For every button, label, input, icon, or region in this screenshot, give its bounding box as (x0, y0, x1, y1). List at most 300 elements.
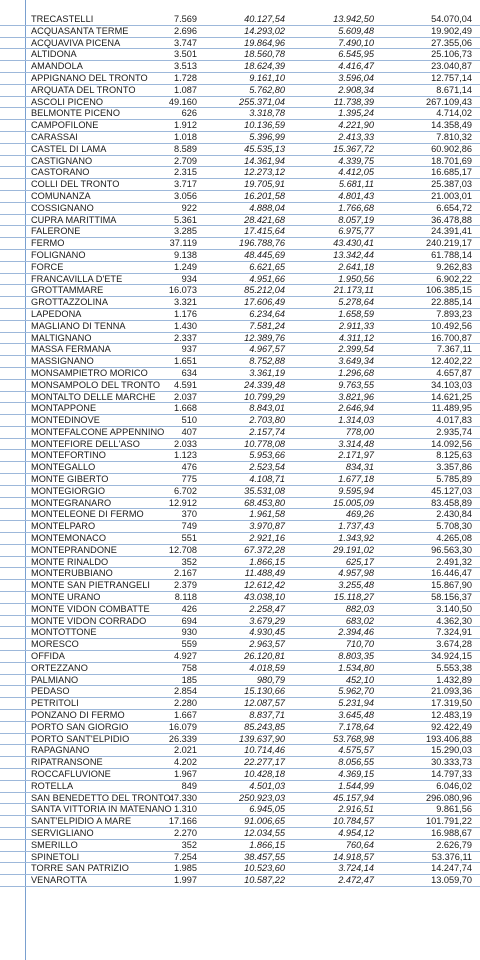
municipality-name: PONZANO DI FERMO (31, 710, 125, 721)
table-row (0, 568, 480, 580)
value-cell-2: 7.490,10 (338, 37, 374, 48)
municipality-name: OFFIDA (31, 651, 65, 662)
municipality-name: MONTE SAN PIETRANGELI (31, 580, 150, 591)
population-cell: 2.270 (174, 827, 197, 838)
population-cell: 4.591 (174, 379, 197, 390)
value-cell-1: 19.705,91 (244, 179, 285, 190)
value-cell-1: 11.488,49 (244, 568, 285, 579)
value-cell-1: 91.006,65 (244, 816, 285, 827)
population-cell: 2.379 (174, 580, 197, 591)
population-cell: 922 (181, 202, 197, 213)
total-cell: 18.701,69 (431, 155, 472, 166)
value-cell-2: 1.395,24 (338, 108, 374, 119)
table-row (0, 415, 480, 427)
municipality-name: CAMPOFILONE (31, 120, 99, 131)
total-cell: 296.080,96 (426, 792, 472, 803)
value-cell-1: 4.967,57 (249, 344, 285, 355)
population-cell: 3.501 (174, 49, 197, 60)
population-cell: 5.361 (174, 214, 197, 225)
value-cell-2: 469,26 (345, 509, 374, 520)
table-row (0, 49, 480, 61)
municipality-name: TORRE SAN PATRIZIO (31, 863, 129, 874)
population-cell: 1.912 (174, 120, 197, 131)
table-row (0, 73, 480, 85)
municipality-name: SANTA VITTORIA IN MATENANO (31, 804, 172, 815)
table-row (0, 321, 480, 333)
value-cell-1: 4.108,71 (249, 474, 285, 485)
table-row (0, 686, 480, 698)
total-cell: 13.059,70 (431, 875, 472, 886)
population-cell: 37.119 (169, 238, 197, 249)
total-cell: 1.432,89 (436, 674, 472, 685)
total-cell: 92.422,49 (431, 721, 472, 732)
table-row (0, 344, 480, 356)
total-cell: 16.446,47 (431, 568, 472, 579)
municipality-name: MASSIGNANO (31, 356, 94, 367)
municipality-name: MONTE URANO (31, 592, 101, 603)
total-cell: 3.357,86 (436, 462, 472, 473)
value-cell-2: 45.157,94 (333, 792, 374, 803)
value-cell-2: 5.231,94 (338, 698, 374, 709)
value-cell-2: 760,64 (345, 839, 374, 850)
total-cell: 12.483,19 (431, 710, 472, 721)
population-cell: 1.310 (174, 804, 197, 815)
value-cell-2: 2.399,54 (338, 344, 374, 355)
value-cell-2: 1.677,18 (338, 474, 374, 485)
total-cell: 3.140,50 (436, 603, 472, 614)
municipality-name: CARASSAI (31, 131, 78, 142)
total-cell: 14.797,33 (431, 769, 472, 779)
table-row (0, 474, 480, 486)
population-cell: 2.315 (174, 167, 197, 178)
table-row (0, 427, 480, 439)
value-cell-1: 2.157,74 (249, 426, 285, 437)
table-row (0, 545, 480, 557)
value-cell-2: 8.803,35 (338, 651, 374, 662)
value-cell-1: 2.703,80 (249, 415, 285, 426)
value-cell-2: 5.609,48 (338, 25, 374, 36)
table-row (0, 238, 480, 250)
value-cell-1: 5.396,99 (249, 131, 285, 142)
population-cell: 7.254 (174, 851, 197, 862)
municipality-name: CASTIGNANO (31, 155, 93, 166)
total-cell: 30.333,73 (431, 757, 472, 768)
value-cell-1: 12.087,57 (244, 698, 285, 709)
value-cell-1: 1.866,15 (249, 556, 285, 567)
population-cell: 1.667 (174, 710, 197, 721)
table-row (0, 769, 480, 781)
municipality-name: MONTEFIORE DELL'ASO (31, 438, 140, 449)
value-cell-2: 2.911,33 (338, 320, 374, 331)
value-cell-1: 10.799,29 (244, 391, 285, 402)
value-cell-2: 8.057,19 (338, 214, 374, 225)
table-row (0, 368, 480, 380)
value-cell-2: 4.416,47 (338, 61, 374, 72)
table-row (0, 793, 480, 805)
total-cell: 2.491,32 (436, 556, 472, 567)
value-cell-1: 35.531,08 (244, 485, 285, 496)
total-cell: 36.478,88 (431, 214, 472, 225)
value-cell-2: 3.314,48 (338, 438, 374, 449)
value-cell-1: 250.923,03 (239, 792, 285, 803)
value-cell-2: 4.957,98 (338, 568, 374, 579)
value-cell-2: 1.314,03 (338, 415, 374, 426)
value-cell-2: 1.343,92 (338, 533, 374, 544)
population-cell: 2.280 (174, 698, 197, 709)
table-row (0, 486, 480, 498)
value-cell-1: 38.457,55 (244, 851, 285, 862)
value-cell-1: 26.120,81 (244, 651, 285, 662)
value-cell-1: 16.201,58 (244, 190, 285, 201)
total-cell: 21.003,01 (431, 190, 472, 201)
total-cell: 23.040,87 (431, 61, 472, 72)
value-cell-1: 4.018,59 (249, 662, 285, 673)
total-cell: 4.362,30 (436, 615, 472, 626)
total-cell: 16.700,87 (431, 332, 472, 343)
municipality-name: ROCCAFLUVIONE (31, 769, 111, 779)
value-cell-2: 9.595,94 (338, 485, 374, 496)
value-cell-2: 4.369,15 (338, 769, 374, 779)
total-cell: 15.290,03 (431, 745, 472, 756)
table-row (0, 392, 480, 404)
total-cell: 16.685,17 (431, 167, 472, 178)
value-cell-2: 4.801,43 (338, 190, 374, 201)
value-cell-2: 2.171,97 (338, 450, 374, 461)
table-row (0, 651, 480, 663)
value-cell-1: 8.752,88 (249, 356, 285, 367)
table-row (0, 14, 480, 26)
municipality-name: ORTEZZANO (31, 662, 88, 673)
value-cell-2: 6.975,77 (338, 226, 374, 237)
municipality-name: MONTEFORTINO (31, 450, 106, 461)
population-cell: 1.728 (174, 72, 197, 83)
table-row (0, 710, 480, 722)
population-cell: 8.118 (174, 592, 197, 603)
table-row (0, 26, 480, 38)
total-cell: 14.358,49 (431, 120, 472, 131)
total-cell: 17.319,50 (431, 698, 472, 709)
value-cell-1: 17.606,49 (244, 297, 285, 308)
municipality-name: MONTALTO DELLE MARCHE (31, 391, 156, 402)
value-cell-2: 1.950,56 (338, 273, 374, 284)
value-cell-2: 10.784,57 (333, 816, 374, 827)
value-cell-1: 10.587,22 (244, 875, 285, 886)
municipality-name: AMANDOLA (31, 61, 83, 72)
table-row (0, 533, 480, 545)
table-row (0, 356, 480, 368)
total-cell: 2.935,74 (436, 426, 472, 437)
population-cell: 634 (181, 367, 197, 378)
municipality-name: CASTEL DI LAMA (31, 143, 107, 154)
population-cell: 2.033 (174, 438, 197, 449)
total-cell: 5.553,38 (436, 662, 472, 673)
population-cell: 1.430 (174, 320, 197, 331)
municipality-name: MONTEGIORGIO (31, 485, 106, 496)
total-cell: 9.861,56 (436, 804, 472, 815)
value-cell-1: 5.953,66 (249, 450, 285, 461)
municipality-name: FORCE (31, 261, 64, 272)
municipality-name: MONTEMONACO (31, 533, 107, 544)
population-cell: 1.176 (174, 308, 197, 319)
total-cell: 5.785,89 (436, 474, 472, 485)
value-cell-2: 2.908,34 (338, 84, 374, 95)
value-cell-2: 3.724,14 (338, 863, 374, 874)
table-row (0, 616, 480, 628)
value-cell-2: 1.296,68 (338, 367, 374, 378)
value-cell-2: 15.367,72 (333, 143, 374, 154)
total-cell: 12.757,14 (431, 72, 472, 83)
value-cell-1: 67.372,28 (244, 544, 285, 555)
total-cell: 14.247,74 (431, 863, 472, 874)
municipality-name: MONTEGALLO (31, 462, 96, 473)
total-cell: 61.788,14 (431, 249, 472, 260)
table-row (0, 108, 480, 120)
value-cell-1: 14.293,02 (244, 25, 285, 36)
table-row (0, 120, 480, 132)
table-row (0, 97, 480, 109)
value-cell-1: 40.127,54 (244, 14, 285, 24)
municipality-name: ASCOLI PICENO (31, 96, 104, 107)
total-cell: 3.674,28 (436, 639, 472, 650)
municipality-name: TRECASTELLI (31, 14, 94, 24)
total-cell: 16.988,67 (431, 827, 472, 838)
value-cell-2: 778,00 (345, 426, 374, 437)
municipality-name: RIPATRANSONE (31, 757, 103, 768)
municipality-name: FERMO (31, 238, 65, 249)
municipality-name: PEDASO (31, 686, 70, 697)
municipality-name: MALTIGNANO (31, 332, 92, 343)
municipality-name: MONTEDINOVE (31, 415, 100, 426)
total-cell: 6.654,72 (436, 202, 472, 213)
value-cell-1: 10.136,59 (244, 120, 285, 131)
municipality-name: GROTTAMMARE (31, 285, 104, 296)
table-row (0, 179, 480, 191)
total-cell: 24.391,41 (431, 226, 472, 237)
population-cell: 1.018 (174, 131, 197, 142)
municipality-name: COMUNANZA (31, 190, 91, 201)
table-row (0, 745, 480, 757)
municipality-name: ROTELLA (31, 780, 74, 791)
value-cell-1: 8.837,71 (249, 710, 285, 721)
total-cell: 25.106,73 (431, 49, 472, 60)
population-cell: 426 (181, 603, 197, 614)
table-row (0, 439, 480, 451)
value-cell-2: 13.942,50 (333, 14, 374, 24)
total-cell: 22.885,14 (431, 297, 472, 308)
municipality-name: CASTORANO (31, 167, 90, 178)
table-row (0, 639, 480, 651)
table-row (0, 840, 480, 852)
value-cell-1: 14.361,94 (244, 155, 285, 166)
municipality-name: PORTO SAN GIORGIO (31, 721, 129, 732)
population-cell: 47.330 (168, 792, 197, 803)
value-cell-1: 24.339,48 (244, 379, 285, 390)
population-cell: 2.037 (174, 391, 197, 402)
total-cell: 60.902,86 (431, 143, 472, 154)
municipality-name: SMERILLO (31, 839, 78, 850)
municipality-name: BELMONTE PICENO (31, 108, 121, 119)
population-cell: 6.702 (174, 485, 197, 496)
population-cell: 4.202 (174, 757, 197, 768)
value-cell-2: 3.596,04 (338, 72, 374, 83)
value-cell-1: 4.930,45 (249, 627, 285, 638)
value-cell-2: 7.178,64 (338, 721, 374, 732)
value-cell-2: 4.575,57 (338, 745, 374, 756)
municipality-name: PETRITOLI (31, 698, 79, 709)
value-cell-2: 15.005,09 (333, 497, 374, 508)
table-row (0, 722, 480, 734)
value-cell-2: 4.339,75 (338, 155, 374, 166)
municipality-name: MONTERUBBIANO (31, 568, 113, 579)
municipality-name: SAN BENEDETTO DEL TRONTO (31, 792, 171, 803)
value-cell-1: 196.788,76 (239, 238, 285, 249)
municipality-name: MONTEFALCONE APPENNINO (31, 426, 165, 437)
value-cell-2: 3.821,96 (338, 391, 374, 402)
value-cell-2: 15.118,27 (333, 592, 374, 603)
total-cell: 7.893,23 (436, 308, 472, 319)
table-row (0, 144, 480, 156)
table-row (0, 450, 480, 462)
table-row (0, 403, 480, 415)
municipality-name: COSSIGNANO (31, 202, 94, 213)
value-cell-2: 1.737,43 (338, 521, 374, 532)
total-cell: 2.430,84 (436, 509, 472, 520)
value-cell-2: 3.255,48 (338, 580, 374, 591)
total-cell: 2.626,79 (436, 839, 472, 850)
population-cell: 17.166 (168, 816, 197, 827)
population-cell: 930 (181, 627, 197, 638)
table-row (0, 309, 480, 321)
population-cell: 749 (181, 521, 197, 532)
table-row (0, 262, 480, 274)
table-row (0, 580, 480, 592)
table-row (0, 38, 480, 50)
municipality-name: ARQUATA DEL TRONTO (31, 84, 136, 95)
total-cell: 267.109,43 (426, 96, 472, 107)
value-cell-2: 3.649,34 (338, 356, 374, 367)
total-cell: 7.810,32 (436, 131, 472, 142)
value-cell-1: 12.034,55 (244, 827, 285, 838)
table-row (0, 274, 480, 286)
value-cell-2: 2.394,46 (338, 627, 374, 638)
population-cell: 352 (181, 839, 197, 850)
municipality-name: MONTE VIDON COMBATTE (31, 603, 150, 614)
value-cell-1: 8.843,01 (249, 403, 285, 414)
table-row (0, 675, 480, 687)
total-cell: 45.127,03 (431, 485, 472, 496)
table-row (0, 757, 480, 769)
total-cell: 83.458,89 (431, 497, 472, 508)
value-cell-1: 3.679,29 (249, 615, 285, 626)
value-cell-2: 5.681,11 (338, 179, 374, 190)
municipality-name: MONSAMPIETRO MORICO (31, 367, 148, 378)
value-cell-1: 139.637,90 (239, 733, 285, 744)
value-cell-1: 4.501,03 (249, 780, 285, 791)
population-cell: 476 (181, 462, 197, 473)
population-cell: 26.339 (168, 733, 197, 744)
value-cell-1: 12.389,76 (244, 332, 285, 343)
total-cell: 6.046,02 (436, 780, 472, 791)
value-cell-1: 12.273,12 (244, 167, 285, 178)
population-cell: 49.160 (168, 96, 197, 107)
value-cell-1: 85.243,85 (244, 721, 285, 732)
population-cell: 626 (181, 108, 197, 119)
municipality-name: MONTELEONE DI FERMO (31, 509, 144, 520)
value-cell-2: 11.738,39 (333, 96, 374, 107)
value-cell-1: 7.581,24 (249, 320, 285, 331)
population-cell: 1.651 (174, 356, 197, 367)
total-cell: 10.492,56 (431, 320, 472, 331)
table-row (0, 285, 480, 297)
value-cell-2: 53.768,98 (333, 733, 374, 744)
population-cell: 3.717 (174, 179, 197, 190)
population-cell: 407 (181, 426, 197, 437)
value-cell-2: 4.412,05 (338, 167, 374, 178)
table-row (0, 61, 480, 73)
value-cell-1: 3.361,19 (249, 367, 285, 378)
population-cell: 1.123 (174, 450, 197, 461)
table-row (0, 557, 480, 569)
value-cell-2: 3.645,48 (338, 710, 374, 721)
value-cell-2: 2.472,47 (338, 875, 374, 886)
value-cell-1: 9.161,10 (249, 72, 285, 83)
population-cell: 2.709 (174, 155, 197, 166)
value-cell-2: 9.763,55 (338, 379, 374, 390)
municipality-name: SPINETOLI (31, 851, 80, 862)
value-cell-1: 4.888,04 (249, 202, 285, 213)
table-row (0, 734, 480, 746)
total-cell: 34.103,03 (431, 379, 472, 390)
table-row (0, 191, 480, 203)
population-cell: 2.696 (174, 25, 197, 36)
value-cell-1: 45.535,13 (244, 143, 285, 154)
value-cell-2: 625,17 (345, 556, 374, 567)
municipality-name: PORTO SANT'ELPIDIO (31, 733, 130, 744)
total-cell: 12.402,22 (431, 356, 472, 367)
population-cell: 3.321 (174, 297, 197, 308)
value-cell-2: 5.278,64 (338, 297, 374, 308)
population-cell: 12.708 (168, 544, 197, 555)
total-cell: 96.563,30 (431, 544, 472, 555)
value-cell-1: 980,79 (256, 674, 285, 685)
population-cell: 3.513 (174, 61, 197, 72)
municipality-name: MONTELPARO (31, 521, 96, 532)
value-cell-2: 21.173,11 (333, 285, 374, 296)
population-cell: 1.967 (174, 769, 197, 779)
value-cell-2: 14.918,57 (333, 851, 374, 862)
value-cell-1: 5.762,80 (249, 84, 285, 95)
population-cell: 559 (181, 639, 197, 650)
value-cell-1: 3.970,87 (249, 521, 285, 532)
table-row (0, 604, 480, 616)
municipality-name: SANT'ELPIDIO A MARE (31, 816, 132, 827)
population-cell: 758 (181, 662, 197, 673)
municipality-name: PALMIANO (31, 674, 79, 685)
total-cell: 15.867,90 (431, 580, 472, 591)
population-cell: 937 (181, 344, 197, 355)
value-cell-1: 1.866,15 (249, 839, 285, 850)
municipality-name: MONTEPRANDONE (31, 544, 117, 555)
municipality-name: GROTTAZZOLINA (31, 297, 109, 308)
value-cell-1: 18.560,78 (244, 49, 285, 60)
value-cell-1: 4.951,66 (249, 273, 285, 284)
total-cell: 7.324,91 (436, 627, 472, 638)
total-cell: 11.489,95 (431, 403, 472, 414)
table-row (0, 380, 480, 392)
value-cell-1: 10.714,46 (244, 745, 285, 756)
table-body (0, 14, 480, 887)
population-cell: 694 (181, 615, 197, 626)
